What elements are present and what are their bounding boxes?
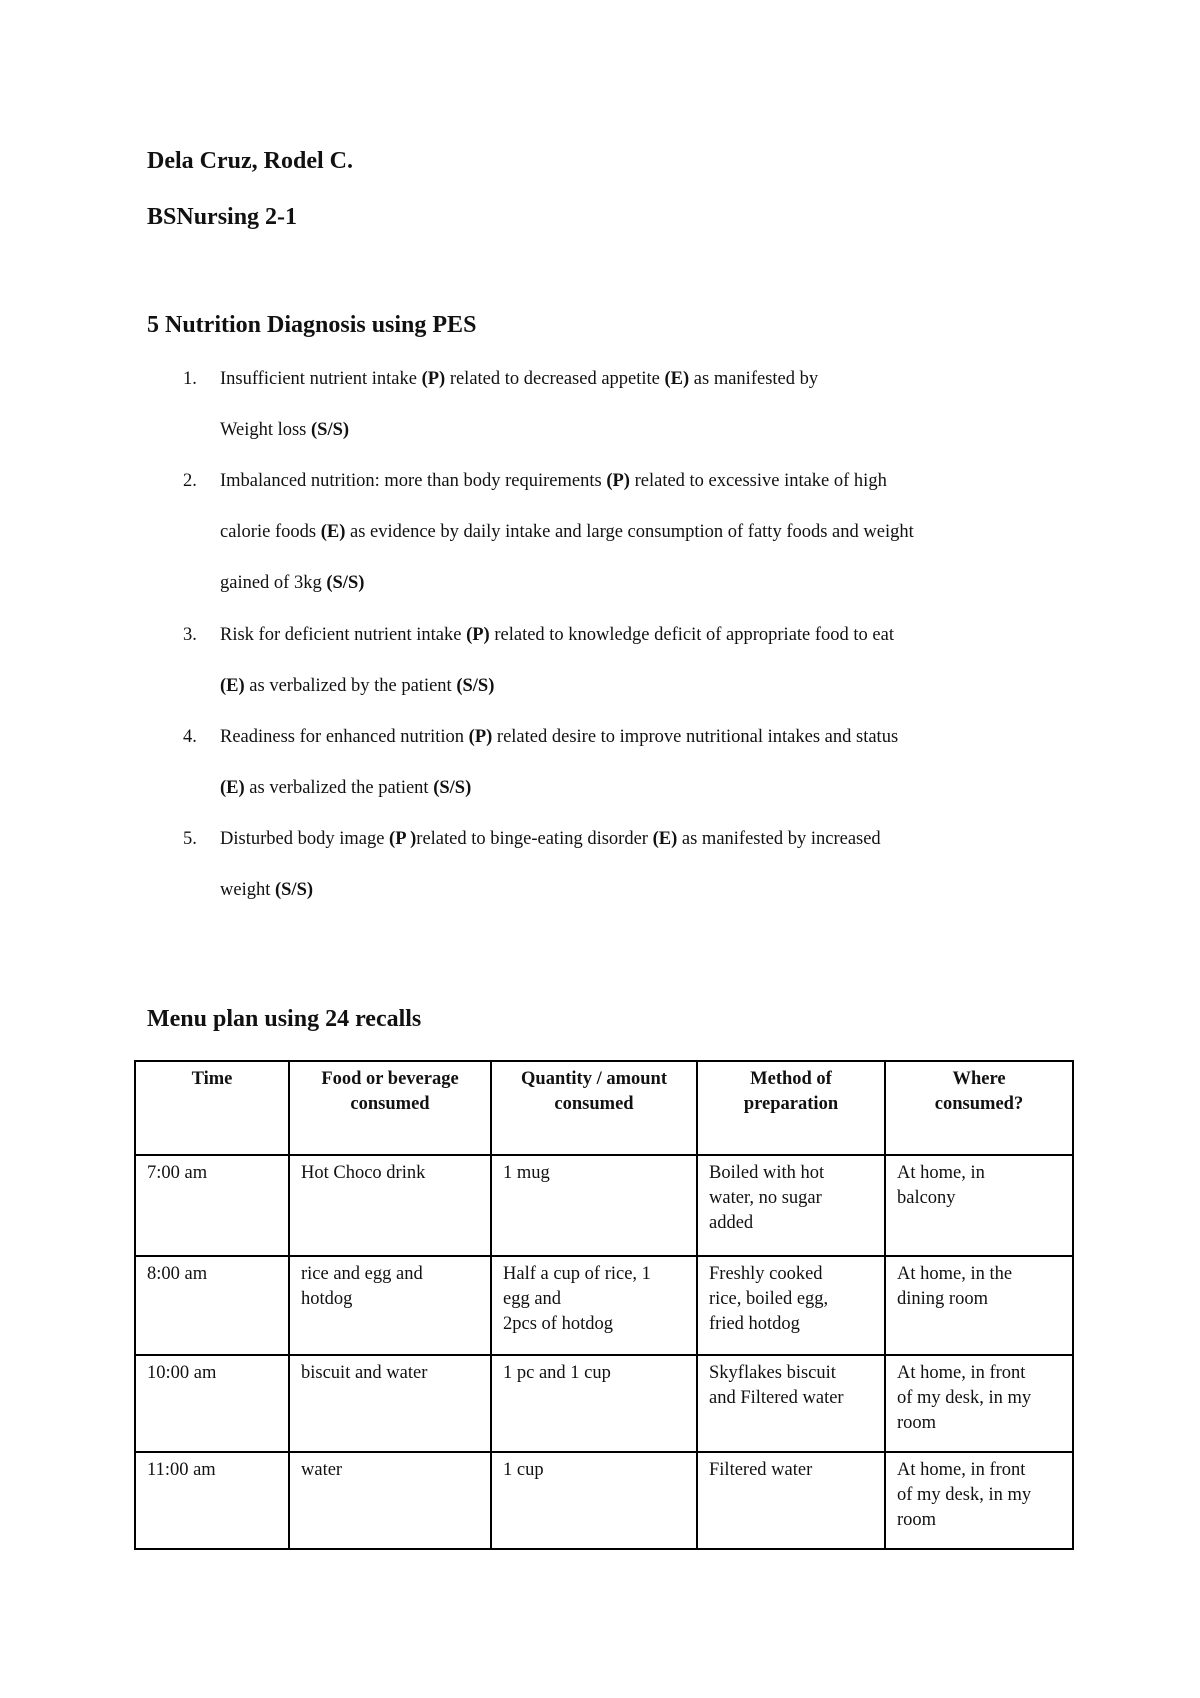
cell-line: 1 pc and 1 cup (503, 1363, 611, 1383)
diagnosis-line (220, 778, 471, 799)
table-cell (491, 1355, 697, 1452)
diagnosis-number: 4. (183, 727, 197, 747)
diagnosis-text: as verbalized the patient (244, 778, 434, 798)
cell-line: 10:00 am (147, 1363, 217, 1383)
table-cell (697, 1256, 885, 1355)
diagnosis-text: as evidence by daily intake and large consumption of fatty foods and weight (345, 522, 914, 542)
pes-tag: (P ) (389, 829, 417, 849)
cell-line: rice and egg and (301, 1264, 423, 1284)
pes-tag: (S/S) (311, 420, 350, 440)
table-cell (697, 1155, 885, 1256)
diagnosis-text: Insufficient nutrient intake (220, 369, 422, 389)
table-cell (697, 1452, 885, 1549)
diagnosis-line (220, 829, 881, 850)
cell-line: Half a cup of rice, 1 (503, 1264, 651, 1284)
cell-line: balcony (897, 1188, 956, 1208)
diagnosis-line (220, 676, 494, 697)
column-header (135, 1061, 289, 1155)
table-row (135, 1452, 1073, 1549)
table-cell (885, 1155, 1073, 1256)
cell-line: At home, in front (897, 1460, 1026, 1480)
cell-line: dining room (897, 1289, 988, 1309)
table-cell (135, 1452, 289, 1549)
column-header-line: consumed (350, 1094, 430, 1114)
cell-line: Skyflakes biscuit (709, 1363, 836, 1383)
cell-line: At home, in front (897, 1363, 1026, 1383)
table-cell (885, 1355, 1073, 1452)
table-cell (885, 1256, 1073, 1355)
table-cell (289, 1155, 491, 1256)
student-section: BSNursing 2-1 (147, 204, 298, 230)
cell-line: fried hotdog (709, 1314, 800, 1334)
cell-line: egg and (503, 1289, 562, 1309)
diagnosis-text: related to excessive intake of high (629, 471, 887, 491)
diagnosis-text: Readiness for enhanced nutrition (220, 727, 469, 747)
diagnosis-text: calorie foods (220, 522, 321, 542)
cell-line: Boiled with hot (709, 1163, 825, 1183)
cell-line: room (897, 1413, 937, 1433)
diagnosis-line (220, 369, 818, 390)
cell-line: 1 cup (503, 1460, 544, 1480)
table-row (135, 1155, 1073, 1256)
column-header (697, 1061, 885, 1155)
column-header-line: Time (191, 1069, 233, 1089)
column-header-line: preparation (743, 1094, 839, 1114)
cell-line: 1 mug (503, 1163, 550, 1183)
menu-plan-heading: Menu plan using 24 recalls (147, 1006, 422, 1032)
cell-line: Filtered water (709, 1460, 813, 1480)
pes-tag: (E) (652, 829, 678, 849)
cell-line: water (301, 1460, 343, 1480)
pes-tag: (S/S) (456, 676, 495, 696)
column-header (491, 1061, 697, 1155)
column-header-line: consumed (554, 1094, 634, 1114)
diagnosis-text: as verbalized by the patient (244, 676, 457, 696)
column-header-line: Method of (750, 1069, 832, 1089)
diagnosis-text: Risk for deficient nutrient intake (220, 625, 467, 645)
table-cell (135, 1355, 289, 1452)
table-cell (135, 1155, 289, 1256)
diagnosis-text: Imbalanced nutrition: more than body requirements (220, 471, 607, 491)
diagnosis-number: 3. (183, 625, 197, 645)
pes-tag: (E) (220, 778, 245, 798)
cell-line: of my desk, in my (897, 1485, 1032, 1505)
cell-line: water, no sugar (709, 1188, 822, 1208)
diagnosis-text: Disturbed body image (220, 829, 390, 849)
cell-line: Hot Choco drink (301, 1163, 426, 1183)
diagnosis-line (220, 880, 313, 901)
diagnosis-text: as manifested by (689, 369, 819, 389)
cell-line: added (709, 1213, 754, 1233)
table-cell (289, 1355, 491, 1452)
cell-line: of my desk, in my (897, 1388, 1032, 1408)
pes-tag: (E) (220, 676, 245, 696)
cell-line: 2pcs of hotdog (503, 1314, 613, 1334)
table-header-row (135, 1061, 1073, 1155)
diagnosis-line (220, 727, 898, 748)
diagnosis-text: related desire to improve nutritional intakes and status (492, 727, 899, 747)
pes-tag: (S/S) (433, 778, 472, 798)
table-cell (885, 1452, 1073, 1549)
cell-line: 8:00 am (147, 1264, 208, 1284)
column-header-line: Quantity / amount (521, 1069, 667, 1089)
pes-tag: (E) (664, 369, 690, 389)
cell-line: biscuit and water (301, 1363, 428, 1383)
diagnosis-text: related to knowledge deficit of appropriate food to eat (489, 625, 894, 645)
column-header-line: consumed? (934, 1094, 1024, 1114)
cell-line: At home, in the (897, 1264, 1013, 1284)
cell-line: rice, boiled egg, (709, 1289, 829, 1309)
column-header-line: Where (952, 1069, 1006, 1089)
pes-tag: (E) (320, 522, 346, 542)
pes-tag: (S/S) (326, 573, 365, 593)
column-header (885, 1061, 1073, 1155)
diagnosis-text: weight (220, 880, 275, 900)
diagnosis-heading: 5 Nutrition Diagnosis using PES (147, 312, 477, 338)
diagnosis-text: Weight loss (220, 420, 312, 440)
cell-line: 11:00 am (147, 1460, 216, 1480)
pes-tag: (P) (421, 369, 446, 389)
menu-plan-table (134, 1060, 1074, 1550)
diagnosis-number: 1. (183, 369, 197, 389)
diagnosis-line (220, 625, 894, 646)
pes-tag: (S/S) (274, 880, 314, 900)
pes-tag: (P) (606, 471, 630, 491)
table-row (135, 1355, 1073, 1452)
cell-line: Freshly cooked (709, 1264, 823, 1284)
table-cell (135, 1256, 289, 1355)
pes-tag: (P) (468, 727, 493, 747)
column-header-line: Food or beverage (321, 1069, 459, 1089)
pes-tag: (P) (466, 625, 490, 645)
cell-line: 7:00 am (147, 1163, 208, 1183)
diagnosis-line (220, 573, 364, 594)
cell-line: room (897, 1510, 937, 1530)
table-cell (491, 1155, 697, 1256)
column-header (289, 1061, 491, 1155)
diagnosis-text: as manifested by increased (677, 829, 881, 849)
diagnosis-line (220, 522, 914, 543)
diagnosis-text: related to decreased appetite (445, 369, 665, 389)
diagnosis-number: 2. (183, 471, 197, 491)
table-cell (491, 1452, 697, 1549)
diagnosis-text: gained of 3kg (220, 573, 327, 593)
table-cell (697, 1355, 885, 1452)
diagnosis-number: 5. (183, 829, 197, 849)
cell-line: hotdog (301, 1289, 353, 1309)
table-cell (289, 1256, 491, 1355)
cell-line: and Filtered water (709, 1388, 844, 1408)
diagnosis-text: related to binge-eating disorder (416, 829, 653, 849)
diagnosis-line (220, 420, 349, 441)
student-name: Dela Cruz, Rodel C. (147, 148, 353, 174)
cell-line: At home, in (897, 1163, 985, 1183)
table-row (135, 1256, 1073, 1355)
table-cell (289, 1452, 491, 1549)
table-cell (491, 1256, 697, 1355)
diagnosis-line (220, 471, 887, 492)
